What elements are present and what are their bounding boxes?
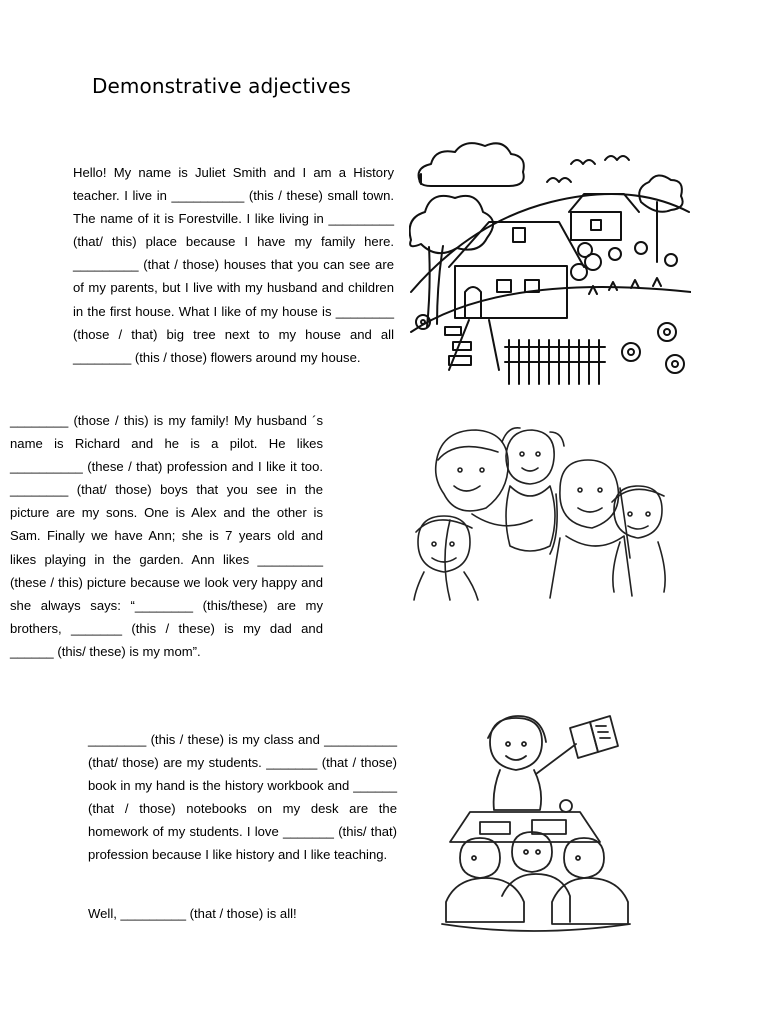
- paragraph-4: Well, _________ (that / those) is all!: [88, 906, 297, 921]
- family-portrait-illustration: [410, 424, 672, 604]
- paragraph-2: ________ (those / this) is my family! My husband ´s name is Richard and he is a pilot. He likes __________ (these / that) profession and I like it too. ________ (that/ those) boys that you see in the picture are my sons. One is Alex and the other is Sam. Finally we have Ann; she is 7 years old and likes playing in the garden. Ann likes _________ (these / this) picture because we look very happy and she always says: “________ (this/these) are my brothers, _______ (this / these) is my dad and ______ (this/ these) is my mom”.: [10, 413, 323, 659]
- paragraph-3: ________ (this / these) is my class and __________ (that/ those) are my students. _______ (that / those) book in my hand is the history workbook and ______ (that / those) notebooks on my desk are the homework of my students. I love _______ (this/ that) profession because I like history and I like teaching.: [88, 732, 397, 863]
- house-landscape-illustration: [409, 142, 691, 387]
- paragraph-1: Hello! My name is Juliet Smith and I am a History teacher. I live in __________ (this / these) small town. The name of it is Forestville. I like living in _________ (that/ this) place because I have my family here. _________ (that / those) houses that you can see are of my parents, but I live with my husband and children in the first house. What I like of my house is ________ (those / that) big tree next to my house and all ________ (this / those) flowers around my house.: [73, 165, 394, 365]
- classroom-illustration: [440, 712, 632, 934]
- page-title: Demonstrative adjectives: [92, 74, 351, 98]
